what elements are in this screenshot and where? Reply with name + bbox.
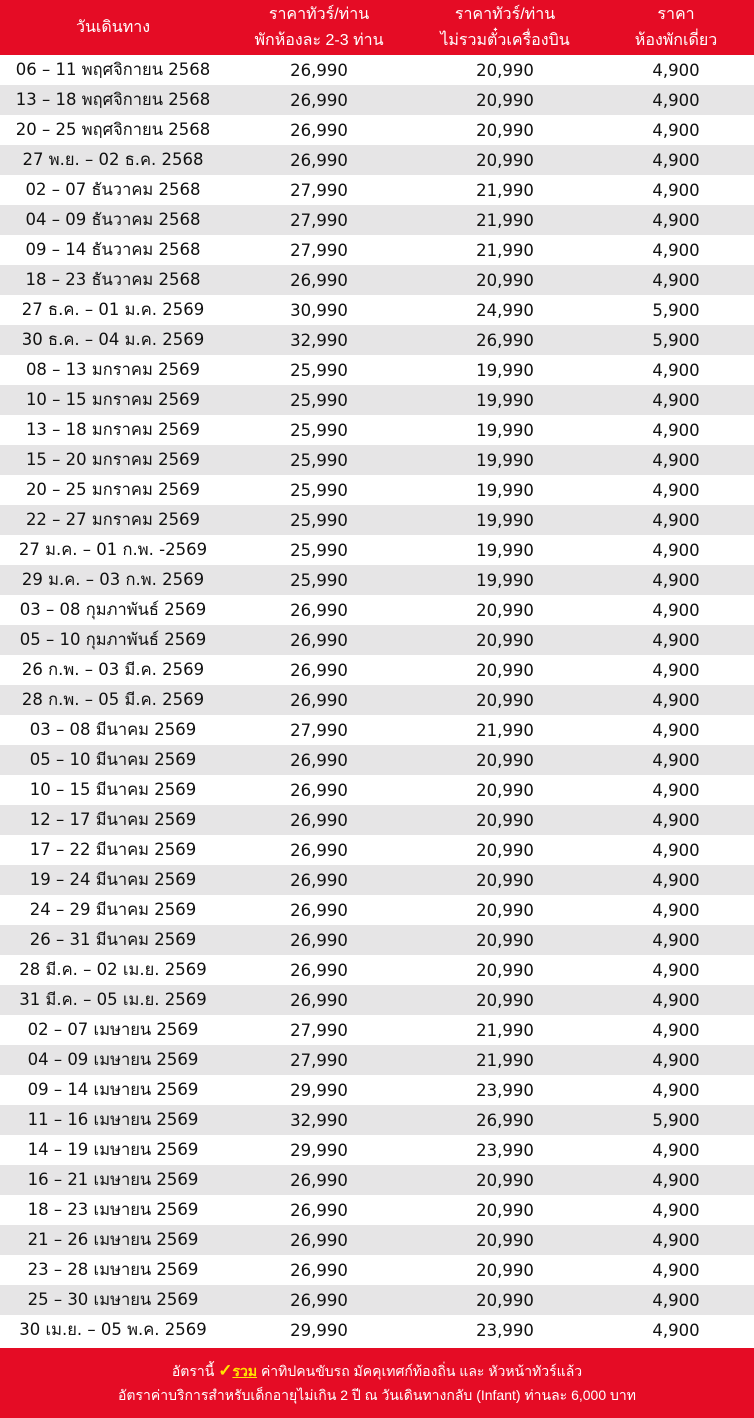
header-shared-line1: ราคาทัวร์/ท่าน: [268, 5, 370, 23]
noflight-price-cell: 19,990: [476, 450, 534, 470]
shared-price-cell: 25,990: [290, 510, 348, 530]
noflight-price-cell: 20,990: [476, 870, 534, 890]
date-cell: 28 ก.พ. – 05 มี.ค. 2569: [21, 690, 205, 709]
noflight-price-cell: 20,990: [476, 630, 534, 650]
single-room-cell: 4,900: [652, 1050, 700, 1070]
date-cell: 18 – 23 เมษายน 2569: [27, 1200, 199, 1219]
single-room-cell: 4,900: [652, 690, 700, 710]
header-shared-price: [226, 0, 412, 55]
footer-line1-suffix: ค่าทิปคนขับรถ มัคคุเทศก์ท้องถิ่น และ หัวหน้าทัวร์แล้ว: [260, 1363, 583, 1379]
shared-price-cell: 26,990: [290, 150, 348, 170]
single-room-cell: 4,900: [652, 150, 700, 170]
shared-price-cell: 27,990: [290, 720, 348, 740]
table-row: [0, 565, 754, 595]
date-cell: 21 – 26 เมษายน 2569: [27, 1230, 199, 1249]
date-cell: 09 – 14 ธันวาคม 2568: [25, 240, 201, 259]
shared-price-cell: 25,990: [290, 540, 348, 560]
date-cell: 20 – 25 มกราคม 2569: [25, 480, 201, 499]
table-row: [0, 1195, 754, 1225]
shared-price-cell: 26,990: [290, 1260, 348, 1280]
noflight-price-cell: 21,990: [476, 1020, 534, 1040]
noflight-price-cell: 20,990: [476, 750, 534, 770]
date-cell: 04 – 09 ธันวาคม 2568: [25, 210, 201, 229]
single-room-cell: 4,900: [652, 360, 700, 380]
date-cell: 19 – 24 มีนาคม 2569: [29, 870, 197, 889]
single-room-cell: 4,900: [652, 240, 700, 260]
table-row: [0, 1255, 754, 1285]
single-room-cell: 4,900: [652, 120, 700, 140]
header-single-line1: ราคา: [657, 5, 695, 23]
single-room-cell: 4,900: [652, 750, 700, 770]
footer-included-highlight: รวม: [232, 1363, 258, 1379]
table-row: [0, 775, 754, 805]
table-header: [0, 0, 754, 55]
date-cell: 28 มี.ค. – 02 เม.ย. 2569: [19, 960, 207, 979]
table-row: [0, 235, 754, 265]
table-row: [0, 1315, 754, 1345]
table-row: [0, 325, 754, 355]
shared-price-cell: 25,990: [290, 390, 348, 410]
single-room-cell: 4,900: [652, 1200, 700, 1220]
shared-price-cell: 26,990: [290, 630, 348, 650]
shared-price-cell: 26,990: [290, 930, 348, 950]
date-cell: 24 – 29 มีนาคม 2569: [29, 900, 197, 919]
noflight-price-cell: 19,990: [476, 480, 534, 500]
single-room-cell: 4,900: [652, 210, 700, 230]
single-room-cell: 4,900: [652, 270, 700, 290]
shared-price-cell: 26,990: [290, 600, 348, 620]
shared-price-cell: 27,990: [290, 1020, 348, 1040]
date-cell: 22 – 27 มกราคม 2569: [25, 510, 201, 529]
shared-price-cell: 26,990: [290, 810, 348, 830]
date-cell: 13 – 18 มกราคม 2569: [25, 420, 201, 439]
shared-price-cell: 26,990: [290, 870, 348, 890]
noflight-price-cell: 26,990: [476, 330, 534, 350]
noflight-price-cell: 20,990: [476, 780, 534, 800]
shared-price-cell: 26,990: [290, 1230, 348, 1250]
noflight-price-cell: 20,990: [476, 120, 534, 140]
shared-price-cell: 26,990: [290, 750, 348, 770]
single-room-cell: 4,900: [652, 570, 700, 590]
footer-line1: [172, 1359, 582, 1383]
table-row: [0, 475, 754, 505]
footer-line1-prefix: อัตรานี้: [171, 1363, 215, 1379]
date-cell: 20 – 25 พฤศจิกายน 2568: [15, 120, 211, 139]
noflight-price-cell: 23,990: [476, 1080, 534, 1100]
single-room-cell: 4,900: [652, 630, 700, 650]
single-room-cell: 4,900: [652, 840, 700, 860]
noflight-price-cell: 20,990: [476, 600, 534, 620]
date-cell: 23 – 28 เมษายน 2569: [27, 1260, 199, 1279]
single-room-cell: 4,900: [652, 510, 700, 530]
header-noflight-line2: ไม่รวมตั๋วเครื่องบิน: [440, 31, 570, 49]
header-date-label: วันเดินทาง: [75, 18, 151, 36]
date-cell: 02 – 07 ธันวาคม 2568: [25, 180, 201, 199]
date-cell: 03 – 08 มีนาคม 2569: [29, 720, 197, 739]
table-row: [0, 625, 754, 655]
table-row: [0, 955, 754, 985]
table-row: [0, 355, 754, 385]
single-room-cell: 5,900: [652, 300, 700, 320]
shared-price-cell: 32,990: [290, 330, 348, 350]
table-row: [0, 55, 754, 85]
shared-price-cell: 29,990: [290, 1140, 348, 1160]
shared-price-cell: 26,990: [290, 90, 348, 110]
noflight-price-cell: 20,990: [476, 930, 534, 950]
table-row: [0, 1015, 754, 1045]
table-row: [0, 295, 754, 325]
single-room-cell: 4,900: [652, 1230, 700, 1250]
table-row: [0, 865, 754, 895]
check-icon: ✓: [218, 1361, 233, 1380]
table-row: [0, 1165, 754, 1195]
shared-price-cell: 26,990: [290, 270, 348, 290]
noflight-price-cell: 20,990: [476, 990, 534, 1010]
shared-price-cell: 25,990: [290, 450, 348, 470]
date-cell: 06 – 11 พฤศจิกายน 2568: [15, 60, 211, 79]
noflight-price-cell: 20,990: [476, 810, 534, 830]
single-room-cell: 4,900: [652, 780, 700, 800]
noflight-price-cell: 20,990: [476, 60, 534, 80]
date-cell: 18 – 23 ธันวาคม 2568: [25, 270, 201, 289]
noflight-price-cell: 26,990: [476, 1110, 534, 1130]
noflight-price-cell: 21,990: [476, 720, 534, 740]
shared-price-cell: 26,990: [290, 1200, 348, 1220]
date-cell: 27 ธ.ค. – 01 ม.ค. 2569: [21, 300, 205, 319]
shared-price-cell: 26,990: [290, 120, 348, 140]
table-row: [0, 895, 754, 925]
single-room-cell: 4,900: [652, 180, 700, 200]
date-cell: 12 – 17 มีนาคม 2569: [29, 810, 197, 829]
shared-price-cell: 26,990: [290, 1170, 348, 1190]
date-cell: 11 – 16 เมษายน 2569: [27, 1110, 199, 1129]
table-row: [0, 805, 754, 835]
date-cell: 26 ก.พ. – 03 มี.ค. 2569: [21, 660, 205, 679]
single-room-cell: 4,900: [652, 450, 700, 470]
noflight-price-cell: 20,990: [476, 150, 534, 170]
date-cell: 09 – 14 เมษายน 2569: [27, 1080, 199, 1099]
single-room-cell: 4,900: [652, 480, 700, 500]
table-row: [0, 835, 754, 865]
date-cell: 08 – 13 มกราคม 2569: [25, 360, 201, 379]
single-room-cell: 4,900: [652, 1140, 700, 1160]
single-room-cell: 4,900: [652, 1260, 700, 1280]
date-cell: 03 – 08 กุมภาพันธ์ 2569: [19, 600, 207, 619]
noflight-price-cell: 19,990: [476, 540, 534, 560]
shared-price-cell: 25,990: [290, 360, 348, 380]
shared-price-cell: 27,990: [290, 1050, 348, 1070]
table-row: [0, 1225, 754, 1255]
noflight-price-cell: 19,990: [476, 360, 534, 380]
table-row: [0, 505, 754, 535]
noflight-price-cell: 20,990: [476, 1200, 534, 1220]
date-cell: 26 – 31 มีนาคม 2569: [29, 930, 197, 949]
single-room-cell: 5,900: [652, 330, 700, 350]
header-shared-line2: พักห้องละ 2-3 ท่าน: [254, 31, 384, 49]
single-room-cell: 5,900: [652, 1110, 700, 1130]
shared-price-cell: 27,990: [290, 180, 348, 200]
single-room-cell: 4,900: [652, 900, 700, 920]
noflight-price-cell: 20,990: [476, 960, 534, 980]
table-row: [0, 265, 754, 295]
noflight-price-cell: 23,990: [476, 1140, 534, 1160]
date-cell: 10 – 15 มกราคม 2569: [25, 390, 201, 409]
shared-price-cell: 26,990: [290, 900, 348, 920]
table-row: [0, 145, 754, 175]
shared-price-cell: 27,990: [290, 210, 348, 230]
noflight-price-cell: 21,990: [476, 1050, 534, 1070]
noflight-price-cell: 19,990: [476, 510, 534, 530]
noflight-price-cell: 19,990: [476, 390, 534, 410]
footer-line2: อัตราค่าบริการสำหรับเด็กอายุไม่เกิน 2 ปี ณ วันเดินทางกลับ (Infant) ท่านละ 6,000 บาท: [118, 1387, 636, 1403]
single-room-cell: 4,900: [652, 960, 700, 980]
date-cell: 29 ม.ค. – 03 ก.พ. 2569: [21, 570, 205, 589]
shared-price-cell: 29,990: [290, 1080, 348, 1100]
date-cell: 05 – 10 กุมภาพันธ์ 2569: [19, 630, 207, 649]
single-room-cell: 4,900: [652, 930, 700, 950]
shared-price-cell: 27,990: [290, 240, 348, 260]
noflight-price-cell: 23,990: [476, 1320, 534, 1340]
table-row: [0, 205, 754, 235]
table-row: [0, 535, 754, 565]
noflight-price-cell: 19,990: [476, 570, 534, 590]
date-cell: 05 – 10 มีนาคม 2569: [29, 750, 197, 769]
table-row: [0, 385, 754, 415]
shared-price-cell: 26,990: [290, 960, 348, 980]
noflight-price-cell: 21,990: [476, 180, 534, 200]
table-row: [0, 715, 754, 745]
table-row: [0, 745, 754, 775]
noflight-price-cell: 20,990: [476, 1290, 534, 1310]
shared-price-cell: 25,990: [290, 570, 348, 590]
shared-price-cell: 26,990: [290, 990, 348, 1010]
date-cell: 10 – 15 มีนาคม 2569: [29, 780, 197, 799]
header-single-room: [598, 0, 754, 55]
date-cell: 31 มี.ค. – 05 เม.ย. 2569: [19, 990, 207, 1009]
noflight-price-cell: 20,990: [476, 840, 534, 860]
single-room-cell: 4,900: [652, 1320, 700, 1340]
table-row: [0, 1105, 754, 1135]
single-room-cell: 4,900: [652, 660, 700, 680]
single-room-cell: 4,900: [652, 390, 700, 410]
price-table-body: [0, 55, 754, 1345]
table-row: [0, 115, 754, 145]
date-cell: 16 – 21 เมษายน 2569: [27, 1170, 199, 1189]
single-room-cell: 4,900: [652, 540, 700, 560]
table-row: [0, 685, 754, 715]
shared-price-cell: 25,990: [290, 420, 348, 440]
table-row: [0, 415, 754, 445]
single-room-cell: 4,900: [652, 420, 700, 440]
noflight-price-cell: 20,990: [476, 690, 534, 710]
shared-price-cell: 26,990: [290, 690, 348, 710]
header-noflight-price: [412, 0, 598, 55]
shared-price-cell: 26,990: [290, 780, 348, 800]
shared-price-cell: 30,990: [290, 300, 348, 320]
table-row: [0, 175, 754, 205]
date-cell: 15 – 20 มกราคม 2569: [25, 450, 201, 469]
date-cell: 02 – 07 เมษายน 2569: [27, 1020, 199, 1039]
noflight-price-cell: 20,990: [476, 660, 534, 680]
header-single-line2: ห้องพักเดี่ยว: [634, 31, 718, 49]
footer-notes: [0, 1348, 754, 1418]
table-row: [0, 445, 754, 475]
single-room-cell: 4,900: [652, 1080, 700, 1100]
table-row: [0, 985, 754, 1015]
noflight-price-cell: 20,990: [476, 270, 534, 290]
date-cell: 14 – 19 เมษายน 2569: [27, 1140, 199, 1159]
single-room-cell: 4,900: [652, 1290, 700, 1310]
shared-price-cell: 25,990: [290, 480, 348, 500]
single-room-cell: 4,900: [652, 870, 700, 890]
noflight-price-cell: 20,990: [476, 1260, 534, 1280]
date-cell: 17 – 22 มีนาคม 2569: [29, 840, 197, 859]
shared-price-cell: 29,990: [290, 1320, 348, 1340]
noflight-price-cell: 20,990: [476, 1230, 534, 1250]
single-room-cell: 4,900: [652, 600, 700, 620]
table-row: [0, 1135, 754, 1165]
date-cell: 27 ม.ค. – 01 ก.พ. -2569: [18, 540, 208, 559]
noflight-price-cell: 20,990: [476, 1170, 534, 1190]
table-row: [0, 595, 754, 625]
single-room-cell: 4,900: [652, 990, 700, 1010]
table-row: [0, 1075, 754, 1105]
table-row: [0, 85, 754, 115]
shared-price-cell: 32,990: [290, 1110, 348, 1130]
date-cell: 13 – 18 พฤศจิกายน 2568: [15, 90, 211, 109]
single-room-cell: 4,900: [652, 1170, 700, 1190]
date-cell: 30 เม.ย. – 05 พ.ค. 2569: [19, 1320, 207, 1339]
single-room-cell: 4,900: [652, 810, 700, 830]
table-row: [0, 655, 754, 685]
table-row: [0, 1045, 754, 1075]
date-cell: 25 – 30 เมษายน 2569: [27, 1290, 199, 1309]
noflight-price-cell: 21,990: [476, 240, 534, 260]
single-room-cell: 4,900: [652, 1020, 700, 1040]
noflight-price-cell: 20,990: [476, 900, 534, 920]
table-row: [0, 925, 754, 955]
shared-price-cell: 26,990: [290, 1290, 348, 1310]
date-cell: 04 – 09 เมษายน 2569: [27, 1050, 199, 1069]
noflight-price-cell: 20,990: [476, 90, 534, 110]
table-row: [0, 1285, 754, 1315]
single-room-cell: 4,900: [652, 720, 700, 740]
date-cell: 30 ธ.ค. – 04 ม.ค. 2569: [21, 330, 205, 349]
header-date: [0, 0, 226, 55]
shared-price-cell: 26,990: [290, 660, 348, 680]
single-room-cell: 4,900: [652, 90, 700, 110]
noflight-price-cell: 19,990: [476, 420, 534, 440]
shared-price-cell: 26,990: [290, 840, 348, 860]
noflight-price-cell: 21,990: [476, 210, 534, 230]
single-room-cell: 4,900: [652, 60, 700, 80]
shared-price-cell: 26,990: [290, 60, 348, 80]
header-noflight-line1: ราคาทัวร์/ท่าน: [454, 5, 556, 23]
date-cell: 27 พ.ย. – 02 ธ.ค. 2568: [22, 150, 204, 169]
noflight-price-cell: 24,990: [476, 300, 534, 320]
